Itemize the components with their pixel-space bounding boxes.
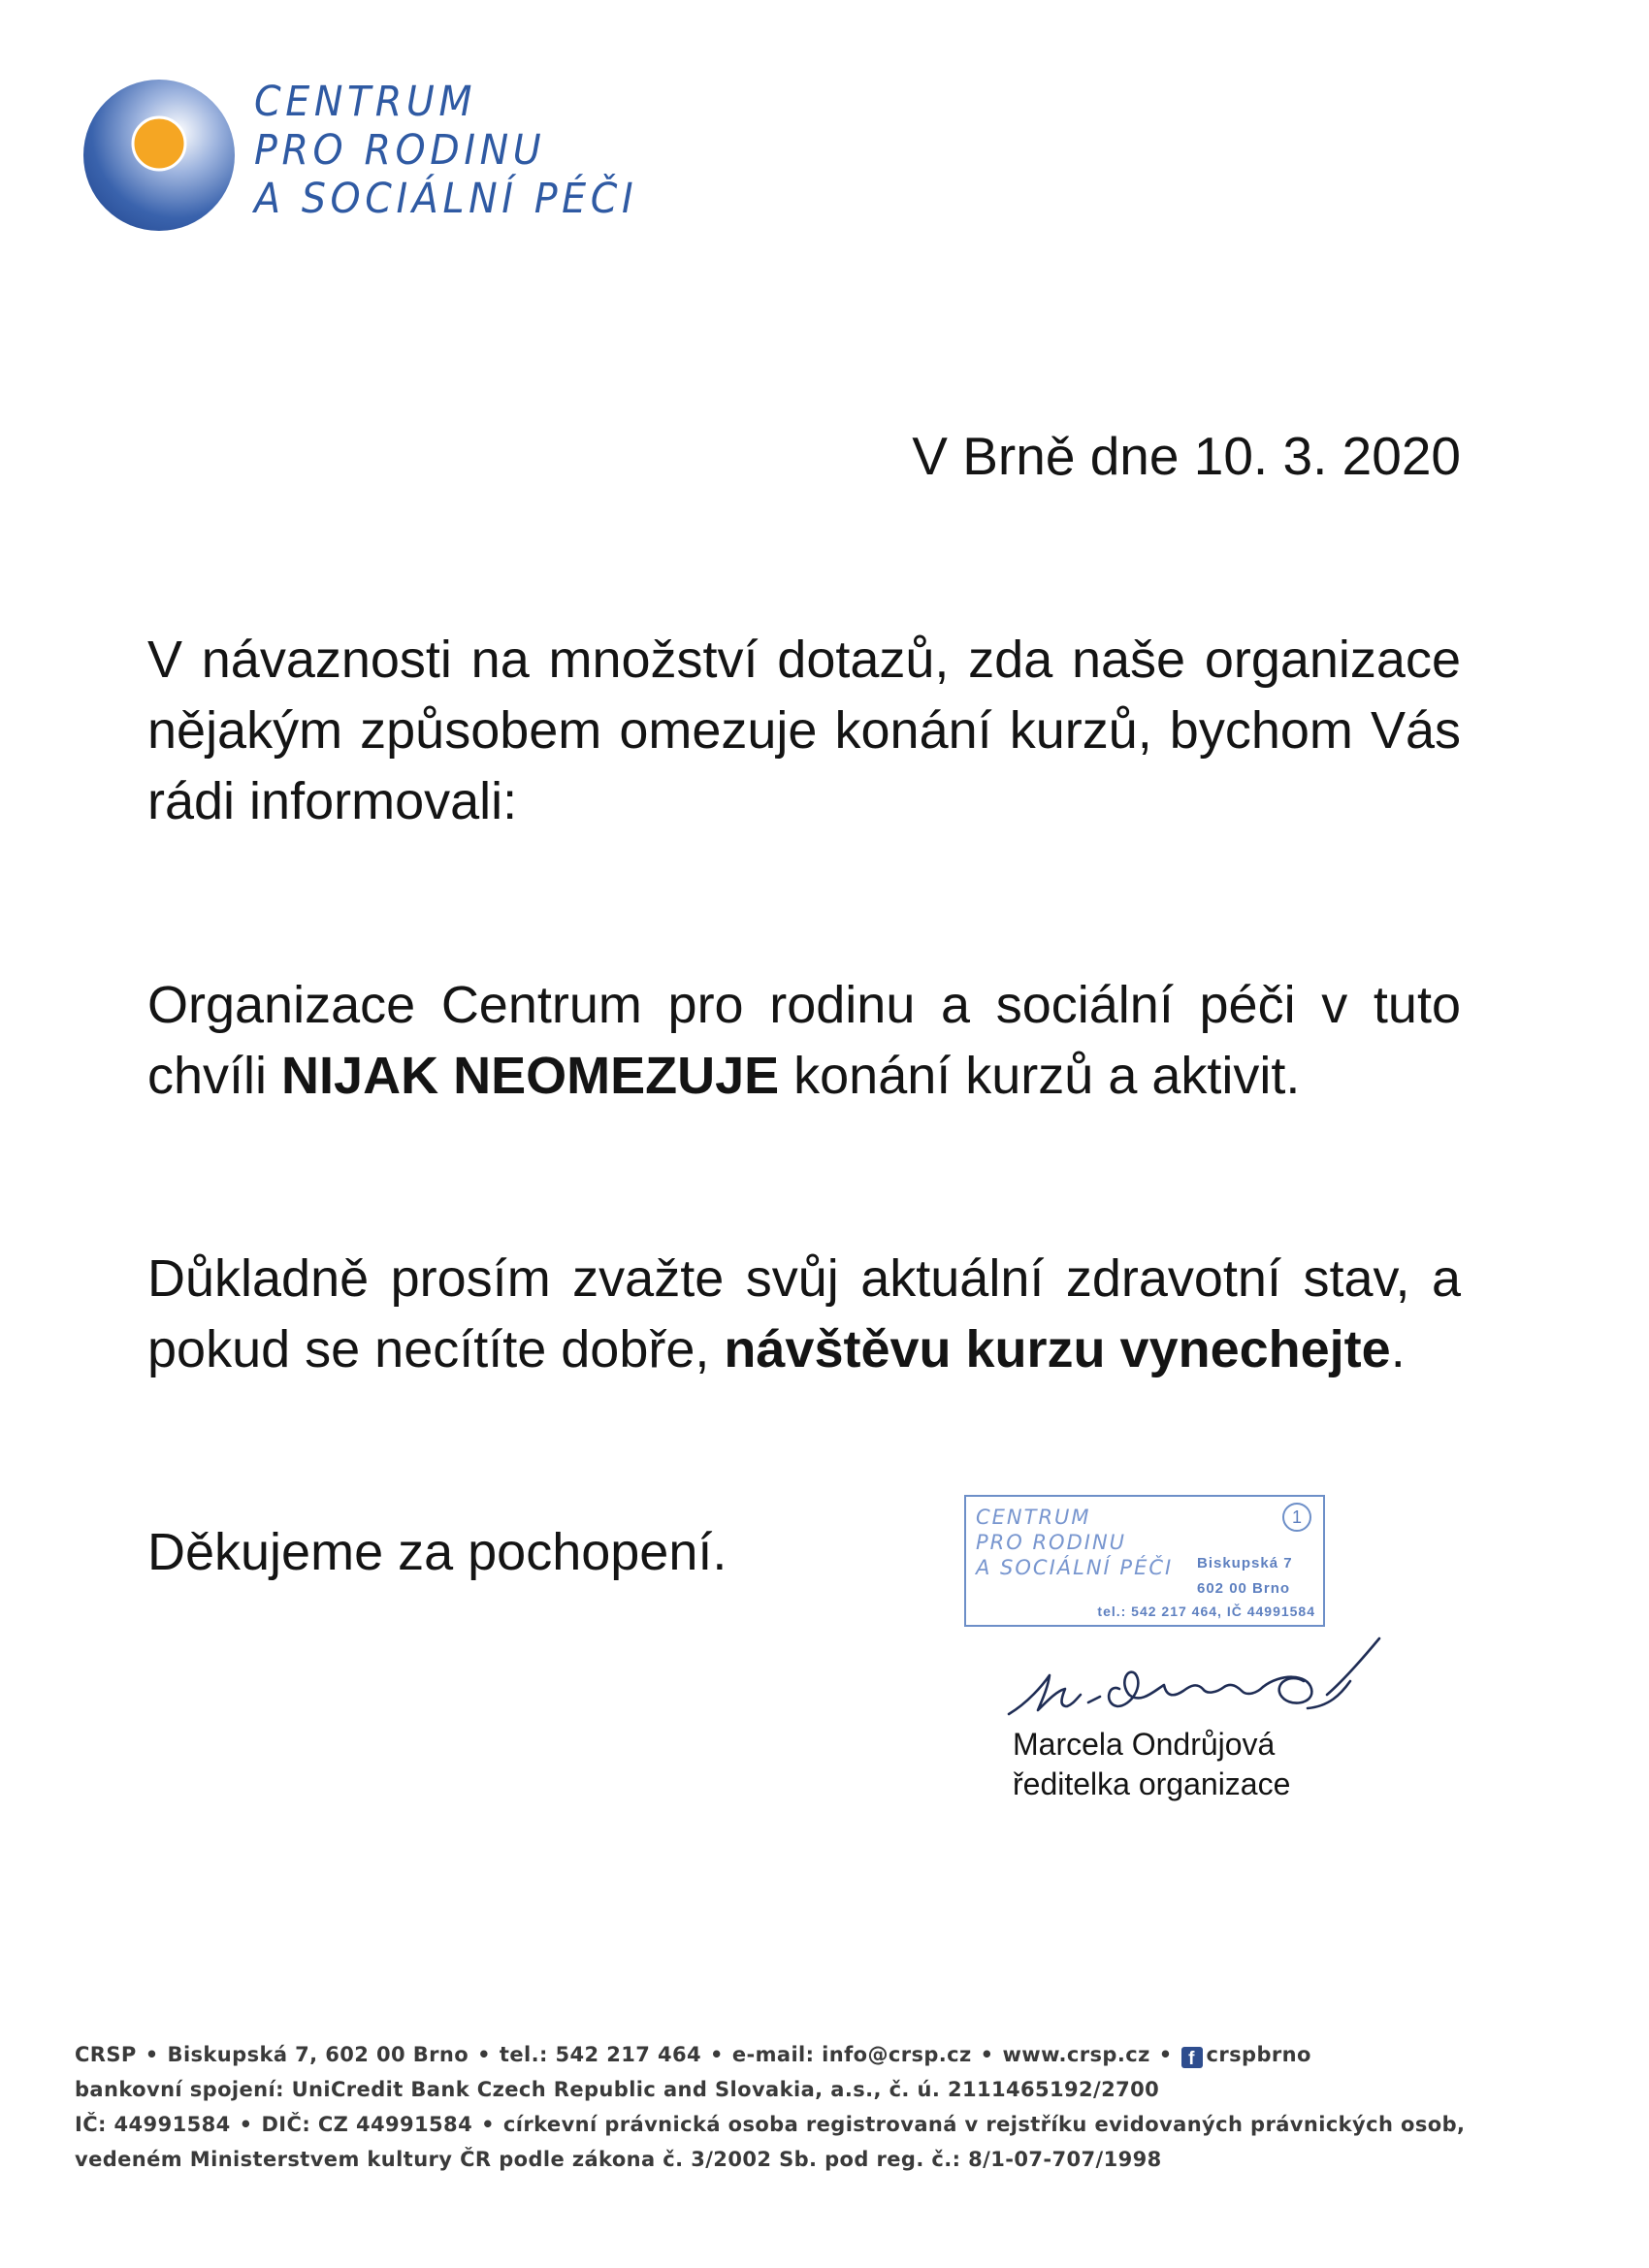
- stamp-name-line-3: A SOCIÁLNÍ PÉČI: [976, 1556, 1174, 1579]
- stamp-name-line-1: CENTRUM: [976, 1506, 1091, 1529]
- letterhead-footer: [75, 2037, 1510, 2177]
- signer-name: Marcela Ondrůjová: [1013, 1727, 1276, 1762]
- footer-separator: •: [239, 2113, 253, 2136]
- intro-paragraph: V návaznosti na množství dotazů, zda naše organizace nějakým způsobem omezuje konání kurzů, bychom Vás rádi informovali:: [147, 631, 1461, 830]
- main-emphasis: NIJAK NEOMEZUJE: [281, 1047, 780, 1105]
- footer-bank: bankovní spojení: UniCredit Bank Czech Republic and Slovakia, a.s., č. ú. 2111465192/2700: [75, 2078, 1160, 2101]
- logo-emblem: [81, 78, 237, 233]
- logo-wordmark: [254, 78, 637, 223]
- facebook-icon: f: [1181, 2047, 1203, 2068]
- stamp-org-name: [976, 1505, 1173, 1580]
- health-emphasis: návštěvu kurzu vynechejte: [724, 1320, 1391, 1378]
- main-text-before: Organizace Centrum pro rodinu a sociální péči v tuto chvíli: [147, 976, 1461, 1105]
- footer-separator: •: [145, 2043, 159, 2066]
- signer-role: ředitelka organizace: [1013, 1766, 1291, 1801]
- footer-web: www.crsp.cz: [1002, 2043, 1150, 2066]
- thanks-line: Děkujeme za pochopení.: [147, 1523, 728, 1581]
- health-text-after: .: [1390, 1320, 1406, 1378]
- stamp-name-line-2: PRO RODINU: [976, 1531, 1127, 1554]
- footer-separator: •: [481, 2113, 495, 2136]
- footer-facebook: crspbrno: [1206, 2043, 1311, 2066]
- footer-address: Biskupská 7, 602 00 Brno: [167, 2043, 469, 2066]
- main-statement-paragraph: [147, 970, 1461, 1112]
- footer-org: CRSP: [75, 2043, 137, 2066]
- footer-phone: tel.: 542 217 464: [499, 2043, 701, 2066]
- footer-line-ids: [75, 2107, 1510, 2142]
- footer-email: e-mail: info@crsp.cz: [731, 2043, 972, 2066]
- logo-line-1: CENTRUM: [254, 78, 477, 126]
- logo-line-3: A SOCIÁLNÍ PÉČI: [254, 175, 638, 223]
- health-notice-paragraph: [147, 1244, 1461, 1385]
- footer-separator: •: [980, 2043, 994, 2066]
- footer-separator: •: [1158, 2043, 1173, 2066]
- stamp-street: Biskupská 7: [1197, 1555, 1293, 1571]
- stamp-contact: tel.: 542 217 464, IČ 44991584: [1097, 1604, 1315, 1619]
- logo-line-2: PRO RODINU: [254, 126, 546, 175]
- health-text-before: Důkladně prosím zvažte svůj aktuální zdravotní stav, a pokud se necítíte dobře,: [147, 1249, 1461, 1378]
- footer-dic: DIČ: CZ 44991584: [261, 2113, 473, 2136]
- footer-line-contacts: [75, 2037, 1510, 2072]
- main-text-after: konání kurzů a aktivit.: [779, 1047, 1301, 1105]
- stamp-city: 602 00 Brno: [1197, 1580, 1291, 1597]
- footer-separator: •: [710, 2043, 724, 2066]
- footer-legal-1: církevní právnická osoba registrovaná v rejstříku evidovaných právnických osob,: [502, 2113, 1466, 2136]
- stamp-number: 1: [1282, 1503, 1311, 1532]
- logo-sun: [133, 117, 185, 170]
- organization-stamp: [964, 1495, 1325, 1627]
- footer-separator: •: [477, 2043, 491, 2066]
- footer-ic: IČ: 44991584: [75, 2113, 231, 2136]
- letter-date: V Brně dne 10. 3. 2020: [912, 426, 1461, 486]
- footer-legal-2: vedeném Ministerstvem kultury ČR podle zákona č. 3/2002 Sb. pod reg. č.: 8/1-07-707/1998: [75, 2148, 1162, 2171]
